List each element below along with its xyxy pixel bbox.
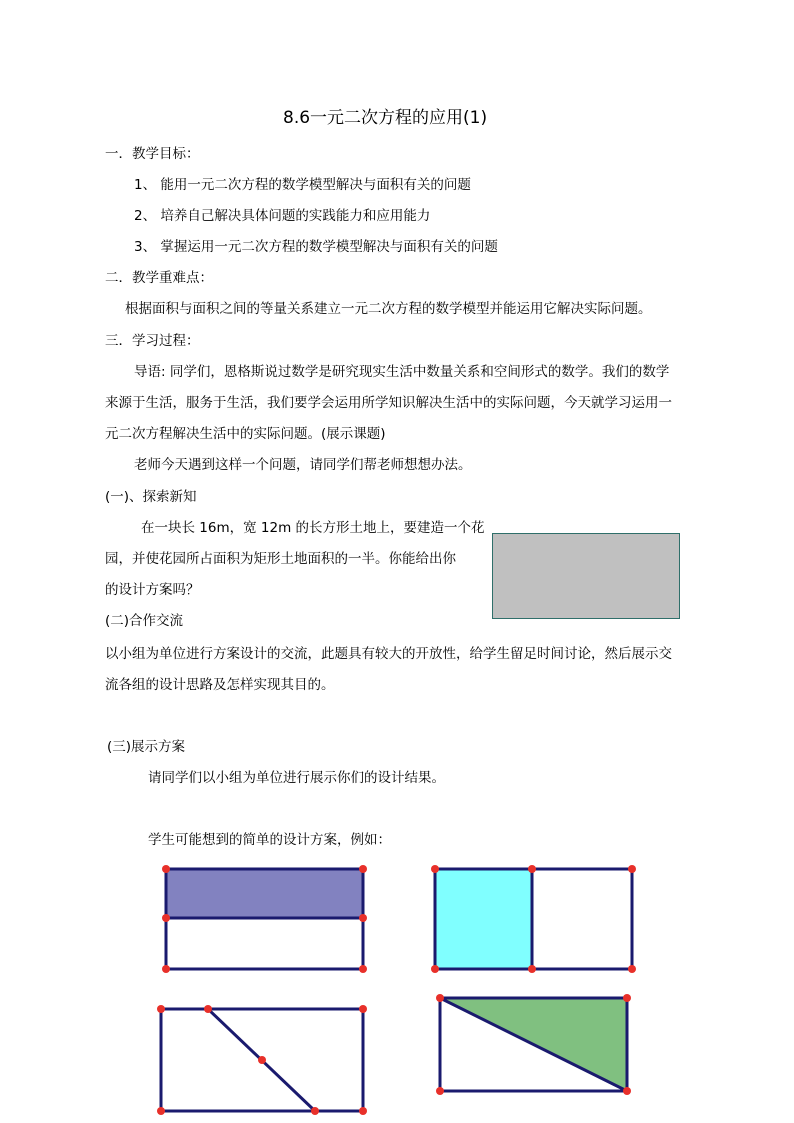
objective-item-1: 1、 能用一元二次方程的数学模型解决与面积有关的问题 bbox=[134, 177, 471, 193]
vertex-dot bbox=[258, 1056, 266, 1064]
section-heading-process: 三．学习过程： bbox=[105, 333, 200, 349]
objective-item-3: 3、 掌握运用一元二次方程的数学模型解决与面积有关的问题 bbox=[134, 239, 498, 255]
vertex-dot bbox=[162, 914, 170, 922]
teacher-line: 老师今天遇到这样一个问题，请同学们帮老师想想办法。 bbox=[134, 457, 472, 473]
examples-line: 学生可能想到的简单的设计方案，例如： bbox=[148, 832, 391, 848]
invite-line: 请同学们以小组为单位进行展示你们的设计结果。 bbox=[148, 770, 445, 786]
page-title: 8.6一元二次方程的应用(1) bbox=[283, 108, 488, 128]
intro-line-3: 元二次方程解决生活中的实际问题。(展示课题) bbox=[105, 426, 386, 442]
design-figure-1 bbox=[162, 865, 367, 973]
problem-line-3: 的设计方案吗？ bbox=[105, 582, 200, 598]
vertex-dot bbox=[431, 865, 439, 873]
vertex-dot bbox=[359, 1005, 367, 1013]
design-figure-2 bbox=[431, 865, 636, 973]
vertex-dot bbox=[436, 994, 444, 1002]
vertex-dot bbox=[162, 965, 170, 973]
vertex-dot bbox=[359, 1107, 367, 1115]
design-figure-4 bbox=[436, 994, 631, 1095]
vertex-dot bbox=[359, 865, 367, 873]
vertex-dot bbox=[359, 965, 367, 973]
vertex-dot bbox=[359, 914, 367, 922]
problem-line-2: 园，并使花园所占面积为矩形土地面积的一半。你能给出你 bbox=[105, 551, 456, 567]
intro-line-2: 来源于生活，服务于生活，我们要学会运用所学知识解决生活中的实际问题，今天就学习运用一 bbox=[105, 395, 672, 411]
vertex-dot bbox=[204, 1005, 212, 1013]
discussion-line-2: 流各组的设计思路及怎样实现其目的。 bbox=[105, 677, 335, 693]
section-heading-objectives: 一．教学目标： bbox=[105, 146, 200, 162]
vertex-dot bbox=[311, 1107, 319, 1115]
part2-heading: (二)合作交流 bbox=[105, 613, 184, 629]
vertex-dot bbox=[157, 1107, 165, 1115]
vertex-dot bbox=[157, 1005, 165, 1013]
garden-area-cyan bbox=[435, 869, 532, 969]
vertex-dot bbox=[528, 865, 536, 873]
part3-heading: (三)展示方案 bbox=[107, 739, 186, 755]
discussion-line-1: 以小组为单位进行方案设计的交流，此题具有较大的开放性，给学生留足时间讨论，然后展示交 bbox=[105, 646, 672, 662]
vertex-dot bbox=[431, 965, 439, 973]
vertex-dot bbox=[162, 865, 170, 873]
vertex-dot bbox=[528, 965, 536, 973]
vertex-dot bbox=[628, 965, 636, 973]
vertex-dot bbox=[623, 1087, 631, 1095]
keypoints-text: 根据面积与面积之间的等量关系建立一元二次方程的数学模型并能运用它解决实际问题。 bbox=[125, 301, 652, 317]
intro-line-1: 导语: 同学们，恩格斯说过数学是研究现实生活中数量关系和空间形式的数学。我们的数学 bbox=[134, 364, 670, 380]
garden-area-purple bbox=[166, 869, 363, 918]
design-figure-3 bbox=[157, 1005, 367, 1115]
vertex-dot bbox=[436, 1087, 444, 1095]
vertex-dot bbox=[623, 994, 631, 1002]
section-heading-keypoints: 二．教学重难点： bbox=[105, 270, 213, 286]
vertex-dot bbox=[628, 865, 636, 873]
part1-heading: (一)、探索新知 bbox=[105, 489, 197, 505]
objective-item-2: 2、 培养自己解决具体问题的实践能力和应用能力 bbox=[134, 208, 431, 224]
problem-line-1: 在一块长 16m，宽 12m 的长方形土地上，要建造一个花 bbox=[141, 520, 485, 536]
